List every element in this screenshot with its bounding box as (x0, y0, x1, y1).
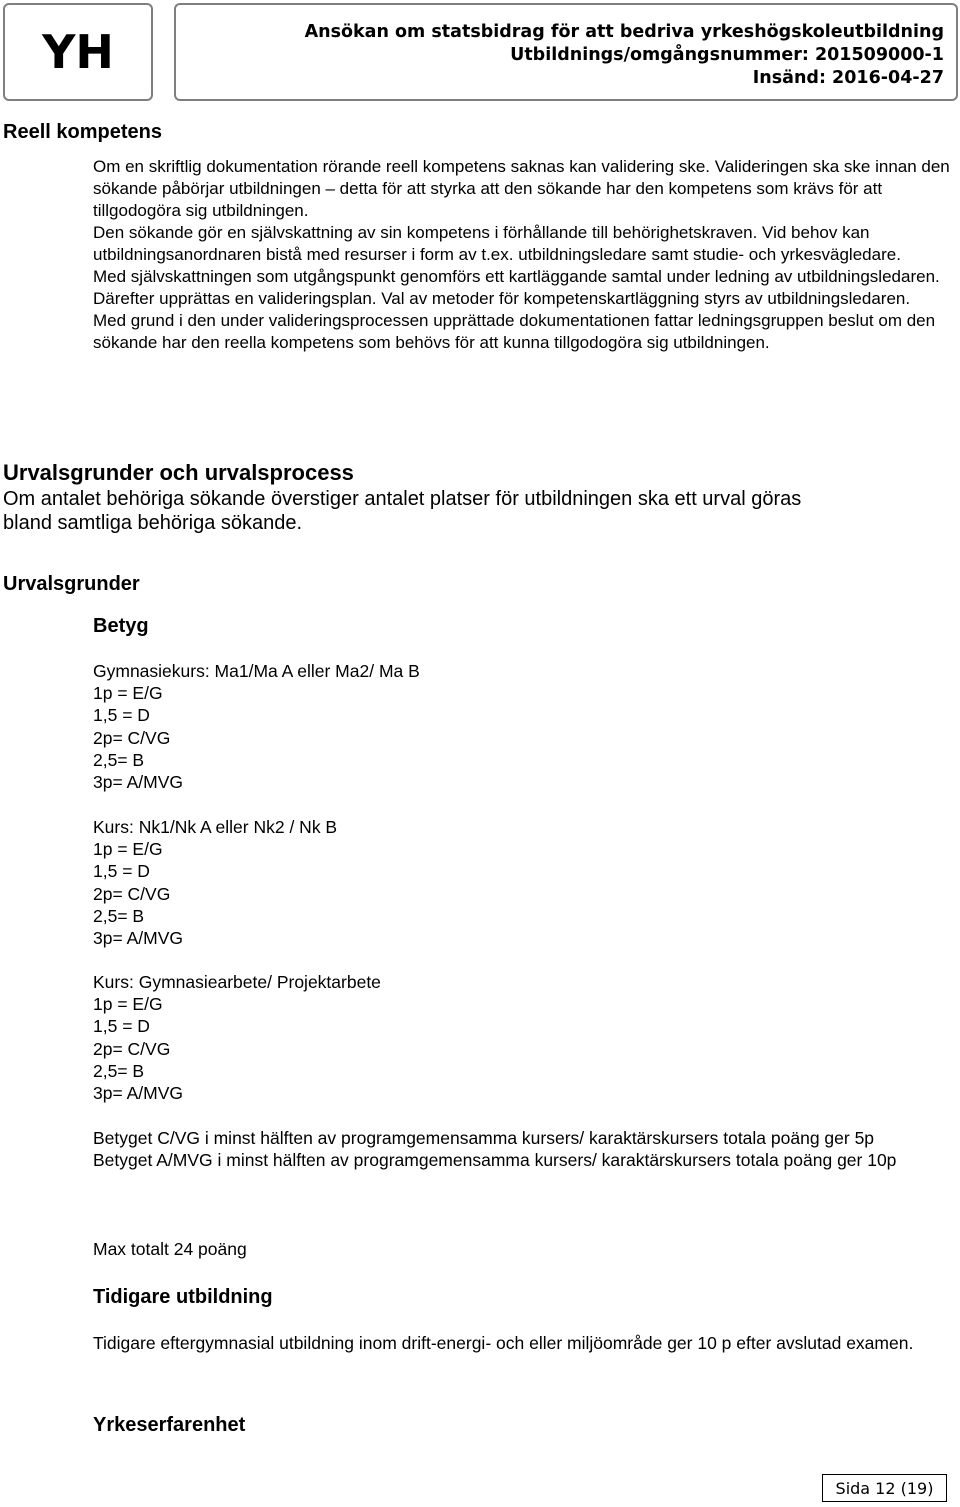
grade-line: 1,5 = D (93, 1016, 150, 1037)
paragraph: Om en skriftlig dokumentation rörande reell kompetens saknas kan validering ske. Valideringen ska ske innan den sökande påbörjar utbildningen – detta för att styrka att den sökande har den kompetens som krävs för att tillgodogöra sig utbildningen. (93, 157, 950, 220)
tidigare-utbildning-text (93, 1332, 955, 1354)
paragraph: Med självskattningen som utgångspunkt genomförs ett kartläggande samtal under ledning av utbildningsledaren. Därefter upprättas en valideringsplan. Val av metoder för kompetenskartläggning styrs av utbildningsledaren. (93, 267, 940, 308)
course-grades-3 (93, 971, 955, 1104)
section-title-urvalsgrunder: Urvalsgrunder (3, 573, 140, 595)
grade-line: 1p = E/G (93, 683, 163, 704)
course-name: Gymnasiekurs: Ma1/Ma A eller Ma2/ Ma B (93, 661, 420, 681)
grade-line: 2,5= B (93, 749, 145, 770)
grade-line: 3p= A/MVG (93, 928, 183, 949)
max-points-text: Max totalt 24 poäng (93, 1239, 247, 1259)
course-grades-2 (93, 816, 955, 949)
document-header (174, 3, 958, 101)
logo: YH (3, 3, 153, 101)
subsection-title-betyg: Betyg (93, 615, 149, 637)
section-title-reell-kompetens: Reell kompetens (3, 121, 162, 143)
grade-line: 1,5 = D (93, 861, 150, 882)
grade-line: 3p= A/MVG (93, 772, 183, 793)
reell-kompetens-text (93, 156, 953, 354)
betyg-note: Betyget C/VG i minst hälften av programgemensamma kursers/ karaktärskursers totala poäng ger 5p (93, 1128, 875, 1148)
header-program-number: Utbildnings/omgångsnummer: 201509000-1 (510, 45, 944, 65)
grade-line: 2,5= B (93, 905, 145, 926)
urval-intro-text: Om antalet behöriga sökande överstiger antalet platser för utbildningen ska ett urval göras bland samtliga behöriga sökande. (3, 488, 802, 534)
header-submitted-date: Insänd: 2016-04-27 (752, 68, 944, 88)
grade-line: 1,5 = D (93, 705, 150, 726)
paragraph: Den sökande gör en självskattning av sin kompetens i förhållande till behörighetskraven. Vid behov kan utbildningsanordnaren bistå med resurser i form av t.ex. utbildningsledare samt studie- och yrkesvägledare. (93, 223, 901, 264)
grade-line: 2p= C/VG (93, 1038, 171, 1059)
course-name: Kurs: Gymnasiearbete/ Projektarbete (93, 972, 381, 992)
betyg-note: Betyget A/MVG i minst hälften av programgemensamma kursers/ karaktärskursers totala poäng ger 10p (93, 1150, 897, 1171)
subsection-title-yrkeserfarenhet: Yrkeserfarenhet (93, 1414, 246, 1436)
grade-line: 2,5= B (93, 1060, 145, 1081)
paragraph: Tidigare eftergymnasial utbildning inom drift-energi- och eller miljöområde ger 10 p efter avslutad examen. (93, 1333, 914, 1353)
subsection-title-tidigare-utbildning: Tidigare utbildning (93, 1286, 273, 1308)
course-grades-1 (93, 660, 955, 793)
grade-line: 3p= A/MVG (93, 1083, 183, 1104)
course-name: Kurs: Nk1/Nk A eller Nk2 / Nk B (93, 817, 338, 837)
page-number: Sida 12 (19) (822, 1474, 947, 1502)
header-title: Ansökan om statsbidrag för att bedriva yrkeshögskoleutbildning (304, 22, 944, 42)
betyg-notes (93, 1127, 955, 1171)
grade-line: 2p= C/VG (93, 883, 171, 904)
section-title-urval: Urvalsgrunder och urvalsprocess (3, 460, 354, 485)
grade-line: 1p = E/G (93, 994, 163, 1015)
grade-line: 2p= C/VG (93, 727, 171, 748)
paragraph: Med grund i den under valideringsprocessen upprättade dokumentationen fattar ledningsgruppen beslut om den sökande har den reella kompetens som behövs för att kunna tillgodogöra sig utbildningen. (93, 311, 936, 352)
grade-line: 1p = E/G (93, 839, 163, 860)
